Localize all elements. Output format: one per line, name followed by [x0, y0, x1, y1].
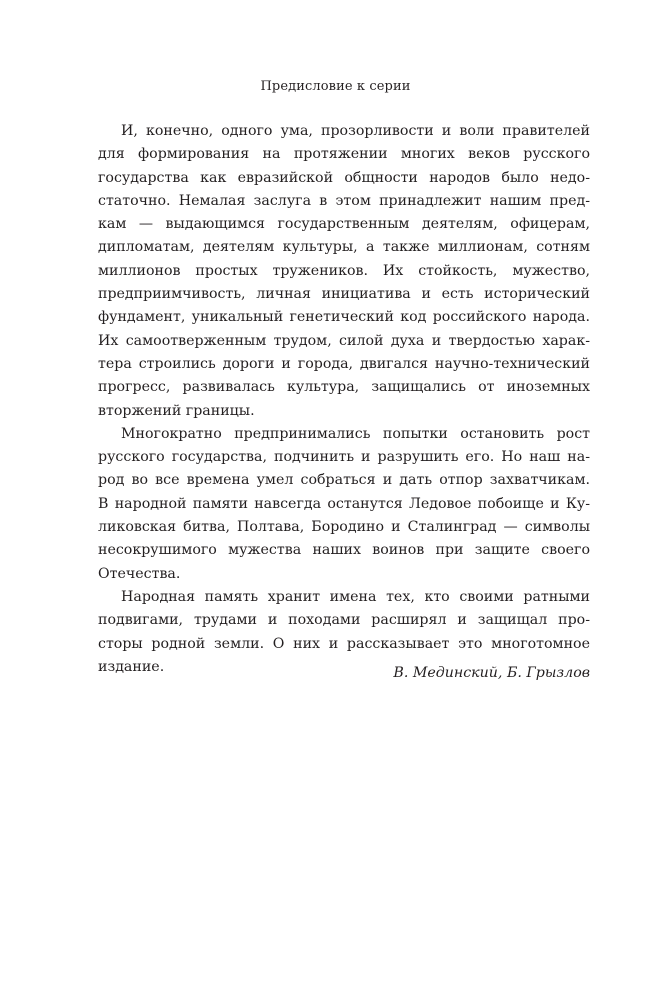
text-line: несокрушимого мужества наших воинов при защите своего	[98, 542, 590, 559]
text-line: Многократно предпринимались попытки остановить рост	[121, 425, 590, 442]
text-line: тера строились дороги и города, двигался научно-технический	[98, 355, 590, 372]
paragraph-2	[98, 423, 590, 586]
text-line: фундамент, уникальный генетический код российского народа.	[98, 309, 590, 326]
text-line: сторы родной земли. О них и рассказывает это многотомное	[98, 635, 590, 652]
text-line: государства как евразийской общности народов было недо-	[98, 169, 590, 186]
text-line: вторжений границы.	[98, 402, 255, 419]
text-line: Их самоотверженным трудом, силой духа и твердостью харак-	[98, 332, 590, 349]
text-line: русского государства, подчинить и разрушить его. Но наш на-	[98, 449, 590, 466]
text-line: подвигами, трудами и походами расширял и защищал про-	[98, 612, 590, 629]
text-line: миллионов простых тружеников. Их стойкость, мужество,	[98, 262, 590, 279]
text-line: предприимчивость, личная инициатива и есть исторический	[98, 286, 590, 303]
text-line: дипломатам, деятелям культуры, а также миллионам, сотням	[98, 239, 590, 256]
text-line: Народная память хранит имена тех, кто своими ратными	[121, 588, 590, 605]
text-line: для формирования на протяжении многих веков русского	[98, 146, 590, 163]
text-line: род во все времена умел собраться и дать отпор захватчикам.	[98, 472, 590, 489]
running-head: Предисловие к серии	[260, 79, 411, 94]
signature: В. Мединский, Б. Грызлов	[393, 665, 590, 681]
text-line: В народной памяти навсегда останутся Ледовое побоище и Ку-	[98, 495, 590, 512]
text-line: кам — выдающимся государственным деятелям, офицерам,	[98, 216, 590, 233]
text-line: ликовская битва, Полтава, Бородино и Сталинград — символы	[98, 519, 590, 536]
text-line: статочно. Немалая заслуга в этом принадлежит нашим пред-	[98, 192, 590, 209]
paragraph-1	[98, 120, 590, 423]
text-line: издание.	[98, 658, 165, 675]
text-line: И, конечно, одного ума, прозорливости и воли правителей	[121, 123, 590, 139]
text-line: Отечества.	[98, 565, 181, 582]
body-text	[98, 120, 590, 679]
text-line: прогресс, развивалась культура, защищались от иноземных	[98, 379, 590, 396]
